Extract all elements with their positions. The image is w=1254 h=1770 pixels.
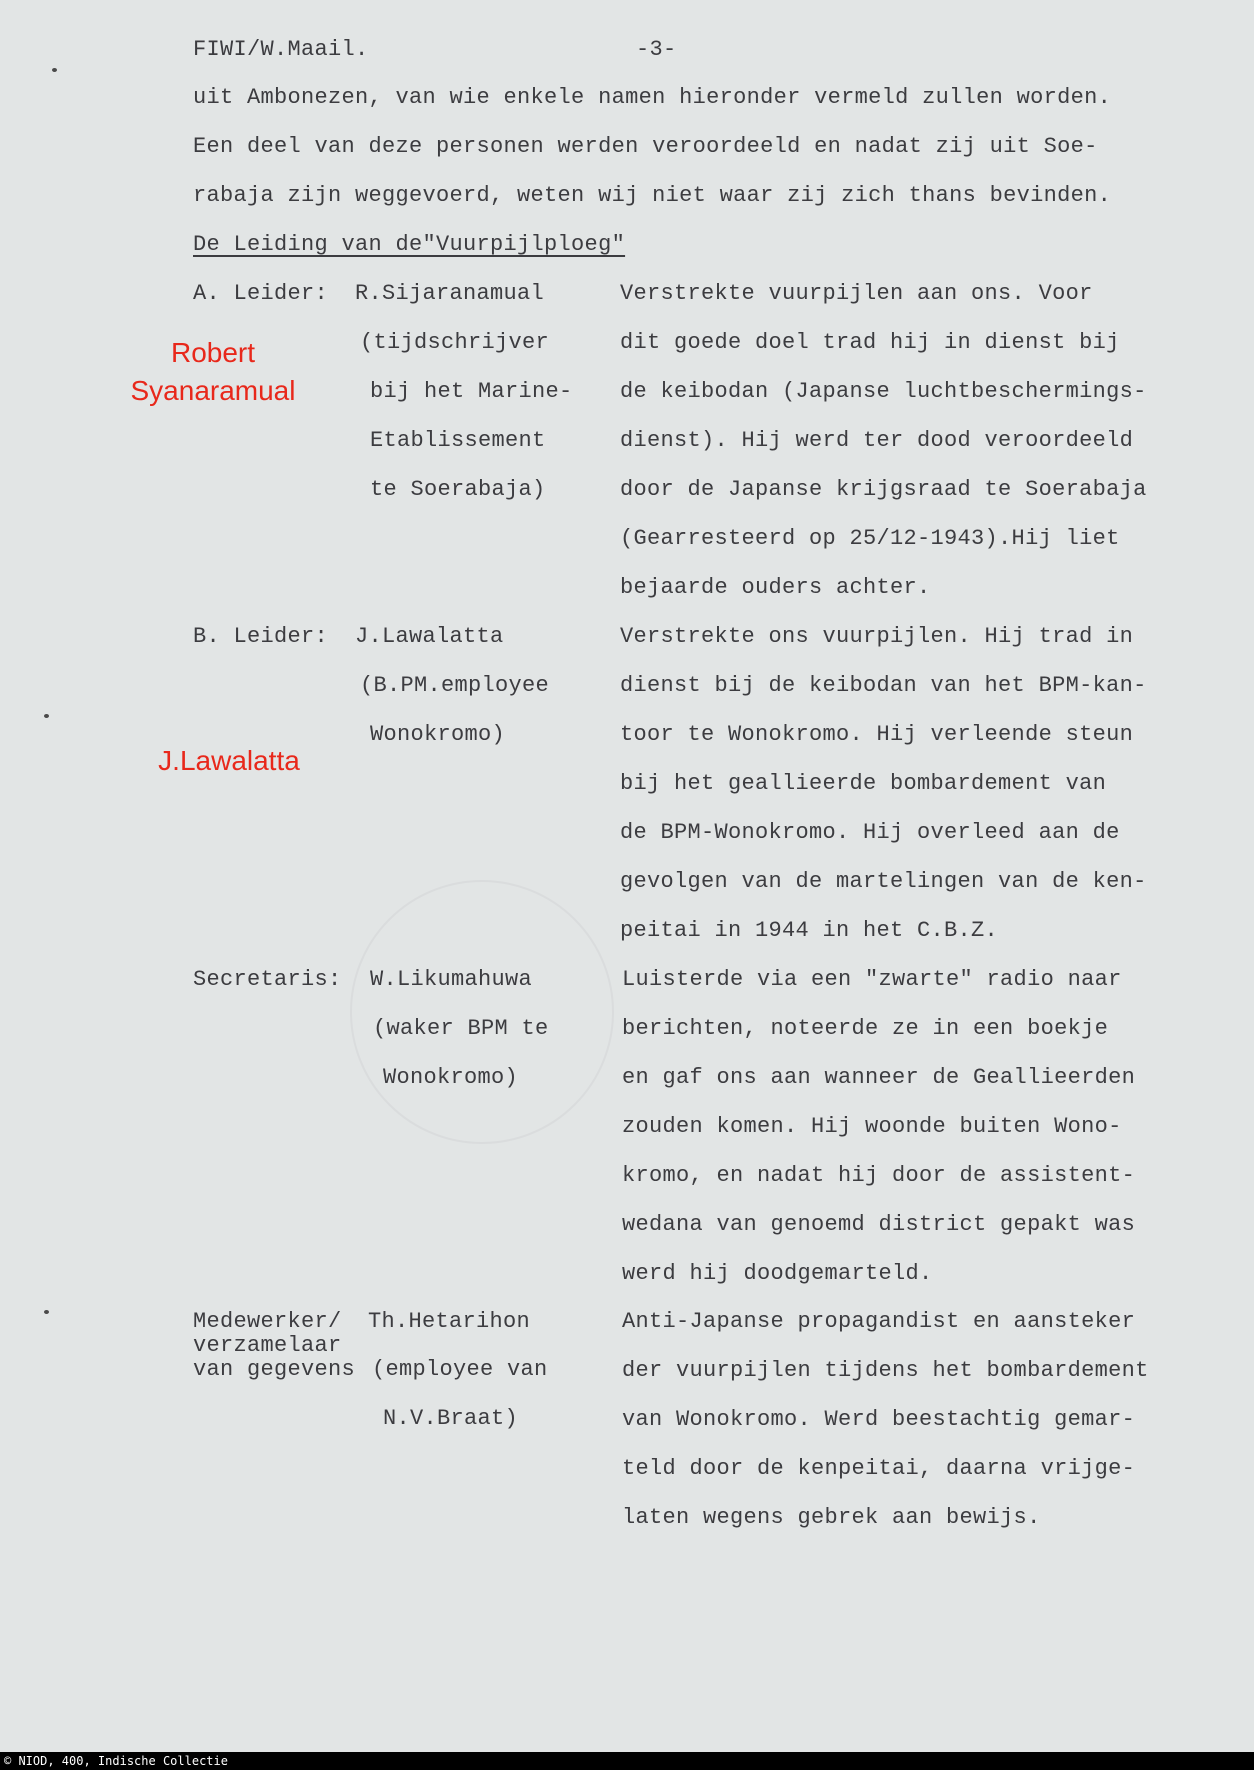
entry-person-detail: (employee van: [372, 1357, 548, 1382]
entry-description-line: berichten, noteerde ze in een boekje: [622, 1016, 1109, 1041]
entry-description-line: Luisterde via een "zwarte" radio naar: [622, 967, 1122, 992]
entry-person-detail: Wonokromo): [383, 1065, 519, 1090]
annotation-label: Robert Syanaramual: [130, 337, 296, 406]
entry-role: A. Leider:: [193, 281, 329, 306]
entry-person-detail: N.V.Braat): [383, 1406, 519, 1431]
entry-person: Th.Hetarihon: [368, 1309, 531, 1334]
entry-description-line: gevolgen van de martelingen van de ken-: [620, 869, 1147, 894]
entry-person-detail: te Soerabaja): [370, 477, 546, 502]
entry-description-line: werd hij doodgemarteld.: [622, 1261, 933, 1286]
entry-role: B. Leider:: [193, 624, 329, 649]
entry-description-line: der vuurpijlen tijdens het bombardement: [622, 1358, 1149, 1383]
entry-person-detail: (waker BPM te: [373, 1016, 549, 1041]
intro-line: Een deel van deze personen werden veroordeeld en nadat zij uit Soe-: [193, 134, 1098, 159]
entry-description-line: teld door de kenpeitai, daarna vrijge-: [622, 1456, 1136, 1481]
entry-description-line: dit goede doel trad hij in dienst bij: [620, 330, 1120, 355]
entry-role: van gegevens: [193, 1357, 356, 1382]
copyright-footer: © NIOD, 400, Indische Collectie: [4, 1754, 228, 1768]
document-reference: FIWI/W.Maail.: [193, 37, 369, 62]
entry-description-line: (Gearresteerd op 25/12-1943).Hij liet: [620, 526, 1120, 551]
punch-hole-mark: [52, 68, 57, 72]
punch-hole-mark: [44, 1310, 49, 1314]
entry-description-line: Verstrekte vuurpijlen aan ons. Voor: [620, 281, 1093, 306]
entry-person-detail: Wonokromo): [370, 722, 506, 747]
entry-description-line: toor te Wonokromo. Hij verleende steun: [620, 722, 1134, 747]
entry-description-line: en gaf ons aan wanneer de Geallieerden: [622, 1065, 1136, 1090]
entry-description-line: wedana van genoemd district gepakt was: [622, 1212, 1136, 1237]
entry-description-line: de keibodan (Japanse luchtbeschermings-: [620, 379, 1147, 404]
entry-description-line: door de Japanse krijgsraad te Soerabaja: [620, 477, 1147, 502]
entry-person-detail: bij het Marine-: [370, 379, 573, 404]
page-number: -3-: [636, 37, 677, 62]
section-title: De Leiding van de"Vuurpijlploeg": [193, 232, 626, 257]
entry-person-detail: (B.PM.employee: [360, 673, 550, 698]
entry-description-line: dienst). Hij werd ter dood veroordeeld: [620, 428, 1134, 453]
intro-line: rabaja zijn weggevoerd, weten wij niet waar zij zich thans bevinden.: [193, 183, 1112, 208]
entry-description-line: de BPM-Wonokromo. Hij overleed aan de: [620, 820, 1120, 845]
entry-description-line: laten wegens gebrek aan bewijs.: [622, 1505, 1041, 1530]
entry-description-line: Anti-Japanse propagandist en aansteker: [622, 1309, 1136, 1334]
entry-person: R.Sijaranamual: [355, 281, 545, 306]
entry-description-line: bejaarde ouders achter.: [620, 575, 931, 600]
entry-description-line: peitai in 1944 in het C.B.Z.: [620, 918, 999, 943]
annotation-label: J.Lawalatta: [158, 745, 300, 776]
punch-hole-mark: [44, 714, 49, 718]
entry-person-detail: Etablissement: [370, 428, 546, 453]
entry-role: Secretaris:: [193, 967, 342, 992]
faint-stamp-mark: [350, 880, 614, 1144]
entry-person: W.Likumahuwa: [370, 967, 533, 992]
entry-role: verzamelaar: [193, 1333, 342, 1358]
entry-person-detail: (tijdschrijver: [360, 330, 550, 355]
entry-description-line: Verstrekte ons vuurpijlen. Hij trad in: [620, 624, 1134, 649]
entry-description-line: dienst bij de keibodan van het BPM-kan-: [620, 673, 1147, 698]
entry-description-line: bij het geallieerde bombardement van: [620, 771, 1107, 796]
entry-person: J.Lawalatta: [355, 624, 504, 649]
intro-line: uit Ambonezen, van wie enkele namen hieronder vermeld zullen worden.: [193, 85, 1112, 110]
entry-role: Medewerker/: [193, 1309, 342, 1334]
entry-description-line: van Wonokromo. Werd beestachtig gemar-: [622, 1407, 1136, 1432]
entry-description-line: zouden komen. Hij woonde buiten Wono-: [622, 1114, 1122, 1139]
entry-description-line: kromo, en nadat hij door de assistent-: [622, 1163, 1136, 1188]
